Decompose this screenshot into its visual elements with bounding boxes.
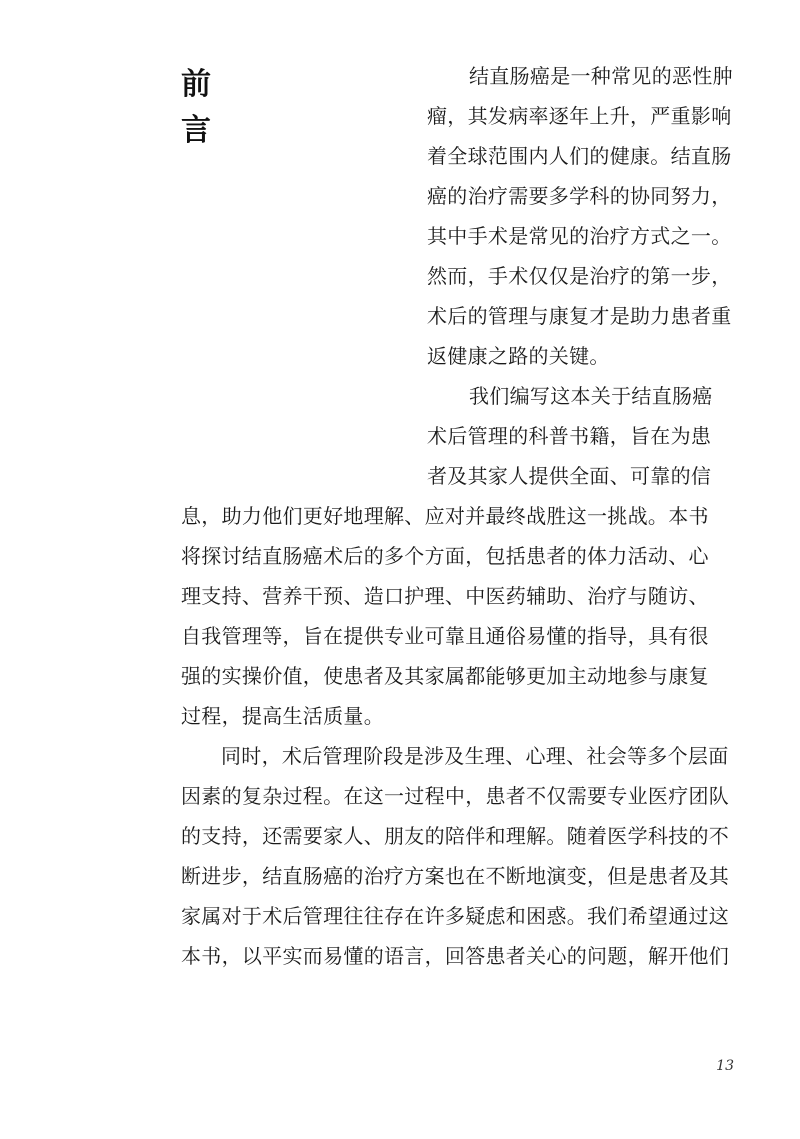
text-line: 术后管理的科普书籍，旨在为患 — [427, 424, 712, 448]
text-line: 结直肠癌是一种常见的恶性肿 — [469, 64, 733, 88]
text-line: 家属对于术后管理往往存在许多疑虑和困惑。我们希望通过这 — [181, 904, 730, 928]
text-line: 本书，以平实而易懂的语言，回答患者关心的问题，解开他们 — [181, 944, 730, 968]
text-line: 过程，提高生活质量。 — [181, 704, 384, 728]
text-line: 我们编写这本关于结直肠癌 — [469, 384, 713, 408]
text-line: 术后的管理与康复才是助力患者重 — [427, 304, 732, 328]
text-line: 自我管理等，旨在提供专业可靠且通俗易懂的指导，具有很 — [181, 624, 709, 648]
text-line: 理支持、营养干预、造口护理、中医药辅助、治疗与随访、 — [181, 584, 709, 608]
chapter-title — [181, 62, 221, 154]
text-line: 瘤，其发病率逐年上升，严重影响 — [427, 104, 732, 128]
text-line: 同时，术后管理阶段是涉及生理、心理、社会等多个层面 — [221, 744, 729, 768]
title-char-2: 言 — [181, 113, 211, 148]
title-char-1: 前 — [181, 67, 211, 102]
text-line: 癌的治疗需要多学科的协同努力， — [427, 184, 732, 208]
text-line: 息，助力他们更好地理解、应对并最终战胜这一挑战。本书 — [181, 504, 709, 528]
text-line: 因素的复杂过程。在这一过程中，患者不仅需要专业医疗团队 — [181, 784, 730, 808]
text-line: 其中手术是常见的治疗方式之一。 — [427, 224, 732, 248]
text-line: 的支持，还需要家人、朋友的陪伴和理解。随着医学科技的不 — [181, 824, 730, 848]
text-line: 强的实操价值，使患者及其家属都能够更加主动地参与康复 — [181, 664, 709, 688]
page-number: 13 — [716, 1058, 734, 1074]
text-line: 返健康之路的关键。 — [427, 344, 610, 368]
text-line: 者及其家人提供全面、可靠的信 — [427, 464, 712, 488]
text-line: 然而，手术仅仅是治疗的第一步， — [427, 264, 732, 288]
text-line: 断进步，结直肠癌的治疗方案也在不断地演变，但是患者及其 — [181, 864, 730, 888]
text-line: 着全球范围内人们的健康。结直肠 — [427, 144, 732, 168]
text-line: 将探讨结直肠癌术后的多个方面，包括患者的体力活动、心 — [181, 544, 709, 568]
